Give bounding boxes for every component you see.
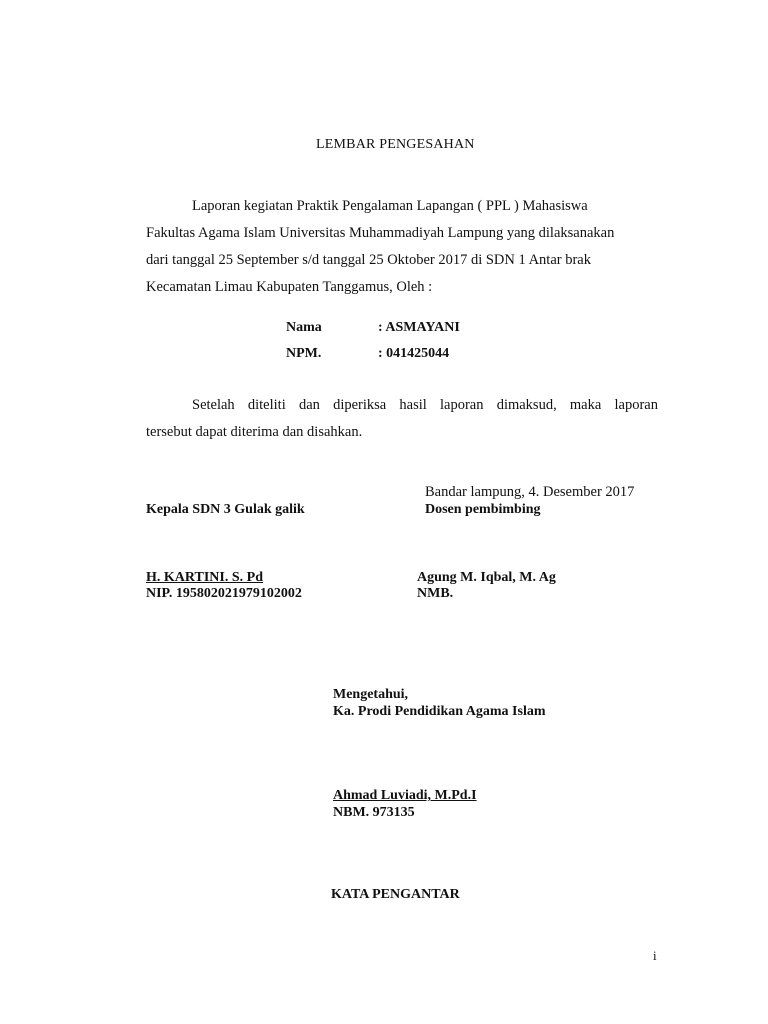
closing-paragraph (146, 392, 658, 446)
right-signer-id: NMB. (417, 586, 454, 601)
name-label: Nama (286, 320, 322, 335)
intro-line: dari tanggal 25 September s/d tanggal 25 Oktober 2017 di SDN 1 Antar brak (146, 252, 591, 268)
intro-paragraph (146, 193, 658, 301)
next-section-heading: KATA PENGANTAR (331, 887, 460, 902)
acknowledgement-name: Ahmad Luviadi, M.Pd.I (333, 788, 477, 803)
closing-line: Setelah diteliti dan diperiksa hasil laporan dimaksud, maka laporan (192, 397, 658, 413)
name-value: : ASMAYANI (378, 320, 460, 335)
place-date: Bandar lampung, 4. Desember 2017 (425, 484, 635, 500)
left-signer-role: Kepala SDN 3 Gulak galik (146, 502, 305, 517)
closing-line: tersebut dapat diterima dan disahkan. (146, 424, 363, 440)
acknowledgement-role: Ka. Prodi Pendidikan Agama Islam (333, 704, 546, 719)
intro-line: Laporan kegiatan Praktik Pengalaman Lapangan ( PPL ) Mahasiswa (192, 198, 588, 214)
acknowledgement-id: NBM. 973135 (333, 805, 415, 820)
page-title: LEMBAR PENGESAHAN (316, 137, 475, 152)
right-signer-role: Dosen pembimbing (425, 502, 541, 517)
page-number: i (653, 948, 657, 963)
left-signer-id: NIP. 195802021979102002 (146, 586, 302, 601)
acknowledgement-label: Mengetahui, (333, 687, 409, 702)
intro-line: Kecamatan Limau Kabupaten Tanggamus, Oleh : (146, 279, 433, 295)
left-signer-name: H. KARTINI. S. Pd (146, 570, 263, 585)
right-signer-name: Agung M. Iqbal, M. Ag (417, 570, 556, 585)
intro-line: Fakultas Agama Islam Universitas Muhammadiyah Lampung yang dilaksanakan (146, 225, 615, 241)
npm-value: : 041425044 (378, 346, 450, 361)
npm-label: NPM. (286, 346, 322, 361)
